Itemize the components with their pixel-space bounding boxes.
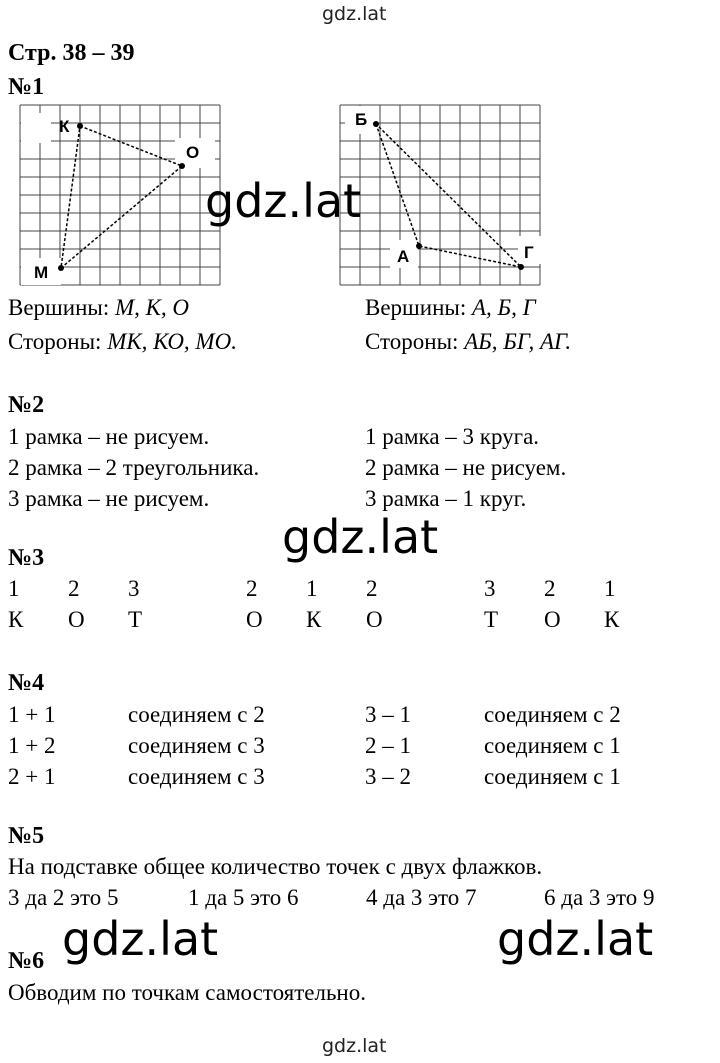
task5-number: №5 — [8, 823, 45, 849]
task1-left-figure — [15, 100, 225, 290]
site-label-bottom: gdz.lat — [322, 1035, 387, 1057]
task3-digit: 2 — [68, 576, 80, 601]
left-vertices-value: М, К, О — [114, 295, 190, 320]
page-heading: Стр. 38 – 39 — [8, 40, 135, 66]
task1-number: №1 — [8, 74, 45, 100]
task2-left-line: 1 рамка – не рисуем. — [8, 424, 210, 449]
task5-item: 1 да 5 это 6 — [188, 885, 299, 910]
task4-result: соединяем с 3 — [128, 764, 265, 789]
task3-digit: 1 — [306, 576, 318, 601]
vertex-k-dot — [77, 123, 83, 129]
task4-result: соединяем с 3 — [128, 733, 265, 758]
task6-text: Обводим по точкам самостоятельно. — [8, 980, 366, 1005]
task3-letter: К — [8, 607, 24, 632]
vertices-label: Вершины: — [8, 295, 110, 320]
right-vertices-line — [365, 295, 536, 321]
task3-letter: Т — [484, 607, 499, 632]
task4-expression: 2 + 1 — [8, 764, 56, 789]
task3-digit: 2 — [544, 576, 556, 601]
left-sides-value: МК, КО, МО. — [107, 329, 237, 354]
task4-expression: 2 – 1 — [365, 733, 411, 758]
task3-letter: О — [246, 607, 263, 632]
sides-label: Стороны: — [365, 329, 459, 354]
label-k-bg — [21, 113, 51, 143]
watermark: gdz.lat — [282, 510, 439, 564]
left-vertices-line — [8, 295, 189, 321]
task3-letter: К — [604, 607, 620, 632]
right-sides-line — [365, 329, 571, 355]
task2-left-line: 2 рамка – 2 треугольника. — [8, 455, 260, 480]
task3-number: №3 — [8, 545, 45, 571]
vertex-o-label: О — [186, 143, 200, 162]
task4-result: соединяем с 1 — [484, 764, 621, 789]
task6-number: №6 — [8, 948, 45, 974]
task4-result: соединяем с 2 — [484, 702, 621, 727]
task4-number: №4 — [8, 670, 45, 696]
task3-letter: Т — [128, 607, 143, 632]
left-sides-line — [8, 329, 237, 355]
right-vertices-value: А, Б, Г — [471, 295, 536, 320]
vertex-g-dot — [518, 264, 524, 270]
task2-left-line: 3 рамка – не рисуем. — [8, 486, 210, 511]
task2-right-line: 3 рамка – 1 круг. — [365, 486, 527, 511]
task3-letter: К — [306, 607, 322, 632]
task2-number: №2 — [8, 392, 45, 418]
task2-right-line: 2 рамка – не рисуем. — [365, 455, 567, 480]
task3-letter: О — [544, 607, 561, 632]
task3-digit: 3 — [484, 576, 496, 601]
vertex-a-label: А — [397, 247, 410, 266]
vertex-m-dot — [58, 265, 64, 271]
vertex-o-dot — [179, 163, 185, 169]
task3-letter: О — [366, 607, 383, 632]
task4-expression: 3 – 1 — [365, 702, 411, 727]
watermark: gdz.lat — [497, 912, 654, 966]
task4-expression: 3 – 2 — [365, 764, 411, 789]
site-label-top: gdz.lat — [322, 3, 387, 25]
task5-item: 6 да 3 это 9 — [544, 885, 655, 910]
task2-right-line: 1 рамка – 3 круга. — [365, 424, 540, 449]
triangle-mko — [61, 126, 182, 268]
task1-right-figure — [335, 100, 545, 290]
vertex-m-label: М — [34, 263, 49, 282]
task4-result: соединяем с 1 — [484, 733, 621, 758]
vertex-g-label: Г — [524, 243, 534, 262]
task5-text: На подставке общее количество точек с двух флажков. — [8, 854, 543, 879]
task5-item: 3 да 2 это 5 — [8, 885, 119, 910]
vertex-b-dot — [373, 121, 379, 127]
sides-label: Стороны: — [8, 329, 102, 354]
right-sides-value: АБ, БГ, АГ. — [464, 329, 572, 354]
vertex-a-dot — [416, 243, 422, 249]
task4-expression: 1 + 1 — [8, 702, 56, 727]
task4-result: соединяем с 2 — [128, 702, 265, 727]
vertex-k-label: К — [59, 117, 70, 136]
task3-digit: 3 — [128, 576, 140, 601]
task3-digit: 1 — [604, 576, 616, 601]
task3-letter: О — [68, 607, 85, 632]
task3-digit: 2 — [366, 576, 378, 601]
task3-digit: 2 — [246, 576, 258, 601]
vertex-b-label: Б — [355, 110, 368, 129]
task5-item: 4 да 3 это 7 — [366, 885, 477, 910]
task4-expression: 1 + 2 — [8, 733, 56, 758]
vertices-label: Вершины: — [365, 295, 467, 320]
task3-digit: 1 — [8, 576, 20, 601]
watermark: gdz.lat — [205, 174, 362, 228]
watermark: gdz.lat — [62, 912, 219, 966]
